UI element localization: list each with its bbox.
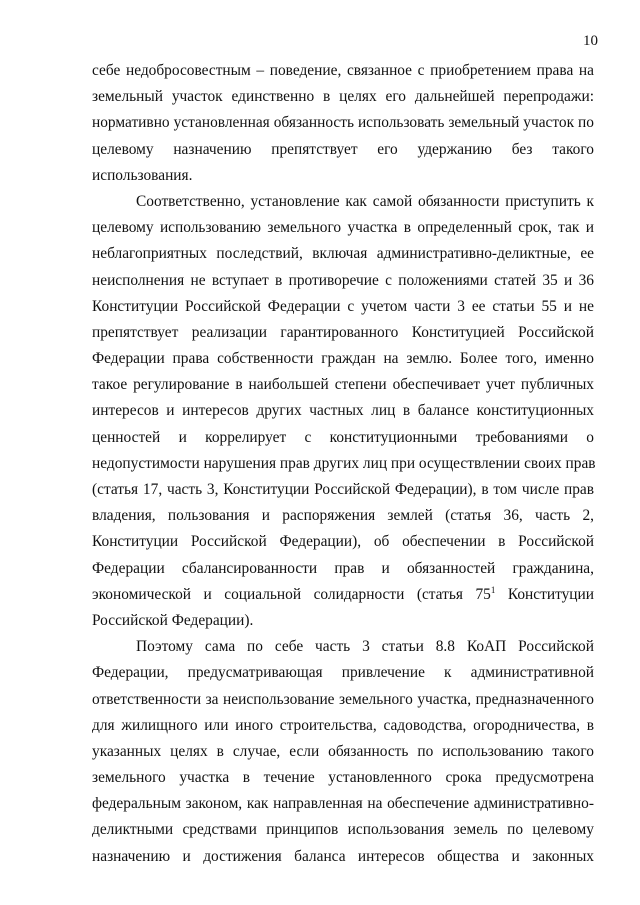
superscript: 1 [490, 584, 496, 595]
text-line: себе недобросовестным – поведение, связанное с приобретением права на [92, 62, 594, 79]
text-line: использования. [92, 166, 193, 184]
text-line-end: Конституции [495, 585, 594, 603]
paragraph [92, 58, 594, 189]
text-line: указанных целях в случае, если обязанность по использованию такого [92, 742, 594, 760]
text-line: земельный участок единственно в целях его дальнейшей перепродажи: [92, 88, 594, 106]
text-line: земельного участка в течение установленного срока предусмотрена [92, 769, 594, 787]
text-line: Федерации сбалансированности прав и обязанностей гражданина, [92, 559, 594, 577]
text-line: недопустимости нарушения прав других лиц при осуществлении своих прав [92, 454, 596, 472]
paragraph [92, 634, 594, 870]
text-line: деликтными средствами принципов использования земель по целевому [92, 821, 594, 839]
page-number: 10 [583, 33, 598, 49]
text-line: Поэтому сама по себе часть 3 статьи 8.8 КоАП Российской [136, 638, 594, 656]
text-line: Федерации права собственности граждан на землю. Более того, именно [92, 350, 594, 368]
text-line: федеральным законом, как направленная на обеспечение административно- [92, 795, 594, 813]
text-line: нормативно установленная обязанность использовать земельный участок по [92, 114, 594, 132]
text-line: Конституции Российской Федерации), об обеспечении в Российской [92, 533, 594, 551]
text-line: целевому использованию земельного участка в определенный срок, так и [92, 219, 594, 237]
document-body [92, 58, 594, 870]
text-line-start: экономической и социальной солидарности (статья 75 [92, 585, 491, 603]
text-line: Соответственно, установление как самой обязанности приступить к [136, 192, 594, 210]
text-line: неблагоприятных последствий, включая административно-деликтные, ее [92, 245, 594, 263]
text-line: владения, пользования и распоряжения землей (статья 36, часть 2, [92, 507, 594, 525]
text-line: Федерации, предусматривающая привлечение к административной [92, 664, 594, 682]
paragraph [92, 189, 594, 634]
text-line [92, 582, 594, 608]
text-line: ответственности за неиспользование земельного участка, предназначенного [92, 690, 594, 708]
text-line: назначению и достижения баланса интересов общества и законных [92, 847, 594, 865]
text-line: для жилищного или иного строительства, садоводства, огородничества, в [92, 716, 594, 734]
text-line: целевому назначению препятствует его удержанию без такого [92, 140, 594, 158]
text-line: препятствует реализации гарантированного Конституцией Российской [92, 323, 594, 341]
text-line: Конституции Российской Федерации с учетом части 3 ее статьи 55 и не [92, 297, 594, 315]
text-line: (статья 17, часть 3, Конституции Российской Федерации), в том числе прав [92, 481, 594, 498]
text-line: такое регулирование в наибольшей степени обеспечивает учет публичных [92, 376, 594, 394]
text-line: Российской Федерации). [92, 611, 254, 629]
text-line: ценностей и коррелирует с конституционными требованиями о [92, 428, 594, 446]
text-line: неисполнения не вступает в противоречие с положениями статей 35 и 36 [92, 271, 594, 289]
text-line: интересов и интересов других частных лиц в балансе конституционных [92, 402, 594, 420]
